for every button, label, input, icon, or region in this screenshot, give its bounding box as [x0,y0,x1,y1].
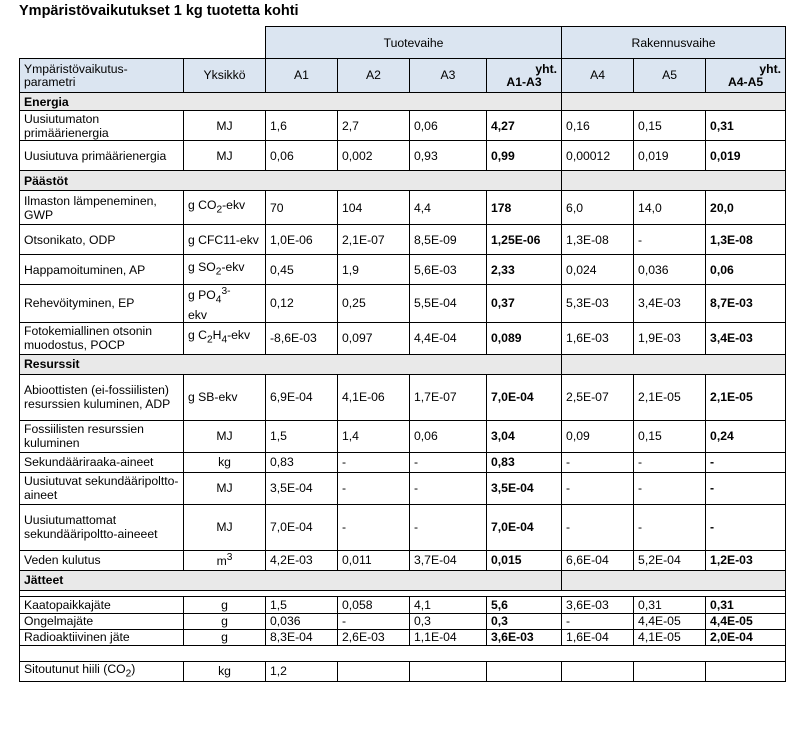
a1-cell: 1,6 [266,111,338,141]
a4-cell: 3,6E-03 [562,596,634,613]
a1-cell: 1,5 [266,596,338,613]
a2-cell: 1,9 [338,255,410,285]
col-header-parameter: Ympäristövaikutus-parametri [20,59,184,93]
spacer-cell [20,645,786,661]
a5-cell: - [634,452,706,472]
a5-cell [634,661,706,681]
a5-cell: 4,1E-05 [634,629,706,645]
a3-cell: 0,06 [410,111,487,141]
a5-cell: 3,4E-03 [634,285,706,323]
a4-cell: - [562,472,634,504]
table-row [20,374,786,420]
a4-cell: - [562,504,634,550]
col-header-a5: A5 [634,59,706,93]
page-title: Ympäristövaikutukset 1 kg tuotetta kohti [19,3,299,19]
table-row [20,613,786,629]
a3-cell: 0,93 [410,141,487,171]
a1-cell: 6,9E-04 [266,374,338,420]
unit-cell: MJ [184,472,266,504]
a1-cell: 1,2 [266,661,338,681]
a4-cell: 1,6E-03 [562,322,634,354]
param-cell: Kaatopaikkajäte [20,596,184,613]
a5-cell: 0,15 [634,111,706,141]
a5-cell: - [634,504,706,550]
table-row [20,111,786,141]
col-header-unit: Yksikkö [184,59,266,93]
a4-cell: 6,6E-04 [562,550,634,570]
param-cell: Fotokemiallinen otsonin muodostus, POCP [20,322,184,354]
a5-cell: 0,31 [634,596,706,613]
a5-cell: 0,019 [634,141,706,171]
unit-cell: g SB-ekv [184,374,266,420]
a4-a5-cell: 4,4E-05 [706,613,786,629]
a1-a3-cell: 178 [487,191,562,225]
spacer-row [20,645,786,661]
unit-cell: g CFC11-ekv [184,225,266,255]
a2-cell: 4,1E-06 [338,374,410,420]
a1-a3-cell: 0,089 [487,322,562,354]
a1-cell: 0,036 [266,613,338,629]
table-row [20,420,786,452]
col-header-a1-a3: yht. A1-A3 [487,59,562,93]
a1-a3-cell [487,661,562,681]
group-header-tuotevaihe: Tuotevaihe [266,27,562,59]
column-header-row [20,59,786,93]
a4-cell: 0,09 [562,420,634,452]
a3-cell: 5,6E-03 [410,255,487,285]
unit-cell: MJ [184,111,266,141]
section-title-energia: Energia [20,93,562,111]
a1-a3-cell: 0,83 [487,452,562,472]
a4-a5-cell: - [706,504,786,550]
unit-cell: kg [184,452,266,472]
a4-cell: 0,16 [562,111,634,141]
a1-cell: 1,5 [266,420,338,452]
unit-cell: g $PO_4^{3-}$ ekv [184,285,266,323]
table-row [20,472,786,504]
a2-cell: 0,25 [338,285,410,323]
a4-cell [562,661,634,681]
a4-cell: - [562,613,634,629]
a4-cell: 5,3E-03 [562,285,634,323]
table-row [20,661,786,681]
a4-a5-cell: - [706,472,786,504]
a2-cell: 1,4 [338,420,410,452]
unit-cell: MJ [184,504,266,550]
a3-cell: 1,7E-07 [410,374,487,420]
a4-a5-cell: 2,1E-05 [706,374,786,420]
a1-a3-cell: 3,6E-03 [487,629,562,645]
a3-cell: 3,7E-04 [410,550,487,570]
col-header-a4-a5: yht. A4-A5 [706,59,786,93]
a1-a3-cell: 7,0E-04 [487,374,562,420]
a1-cell: 0,12 [266,285,338,323]
a2-cell: 0,002 [338,141,410,171]
section-header-row [20,570,786,590]
param-cell: Veden kulutus [20,550,184,570]
a1-a3-cell: 3,5E-04 [487,472,562,504]
a4-a5-cell: 1,2E-03 [706,550,786,570]
a1-cell: 0,06 [266,141,338,171]
a4-a5-cell [706,661,786,681]
unit-cell: MJ [184,141,266,171]
a3-cell: 4,1 [410,596,487,613]
a4-cell: 6,0 [562,191,634,225]
param-cell: Fossiilisten resurssien kuluminen [20,420,184,452]
a5-cell: 14,0 [634,191,706,225]
col-header-a3: A3 [410,59,487,93]
a5-cell: 0,15 [634,420,706,452]
param-cell: Ilmaston lämpeneminen, GWP [20,191,184,225]
table-row [20,225,786,255]
col-header-a4: A4 [562,59,634,93]
unit-cell: $m^3$ [184,550,266,570]
a2-cell: - [338,472,410,504]
a4-a5-cell: 3,4E-03 [706,322,786,354]
a3-cell: 1,1E-04 [410,629,487,645]
col-header-a1: A1 [266,59,338,93]
a5-cell: 5,2E-04 [634,550,706,570]
col-header-a2: A2 [338,59,410,93]
unit-cell: MJ [184,420,266,452]
a1-cell: 3,5E-04 [266,472,338,504]
a4-cell: 2,5E-07 [562,374,634,420]
param-cell: Otsonikato, ODP [20,225,184,255]
param-cell: Sitoutunut hiili $(CO_2)$ [20,661,184,681]
a2-cell: 104 [338,191,410,225]
param-cell: Abioottisten (ei-fossiilisten) resurssien kuluminen, ADP [20,374,184,420]
a5-cell: - [634,225,706,255]
a4-a5-cell: 0,06 [706,255,786,285]
a4-cell: - [562,452,634,472]
a5-cell: 4,4E-05 [634,613,706,629]
a1-a3-cell: 5,6 [487,596,562,613]
a4-a5-cell: 8,7E-03 [706,285,786,323]
unit-cell: g [184,596,266,613]
a2-cell [338,661,410,681]
param-cell: Sekundääriraaka-aineet [20,452,184,472]
environmental-impacts-table [19,26,786,682]
a3-cell: - [410,504,487,550]
table-row [20,255,786,285]
a5-cell: 2,1E-05 [634,374,706,420]
a1-cell: 7,0E-04 [266,504,338,550]
a4-a5-cell: 2,0E-04 [706,629,786,645]
unit-cell: g [184,613,266,629]
a1-a3-cell: 4,27 [487,111,562,141]
table-row [20,504,786,550]
a4-cell: 1,6E-04 [562,629,634,645]
param-cell: Rehevöityminen, EP [20,285,184,323]
param-cell: Uusiutuva primäärienergia [20,141,184,171]
group-header-rakennusvaihe: Rakennusvaihe [562,27,786,59]
a4-a5-cell: 1,3E-08 [706,225,786,255]
a5-cell: 0,036 [634,255,706,285]
a1-cell: 70 [266,191,338,225]
a3-cell: 0,3 [410,613,487,629]
unit-cell: g [184,629,266,645]
section-title-resurssit: Resurssit [20,354,562,374]
a1-cell: 1,0E-06 [266,225,338,255]
unit-cell: g $C_2H_4$-ekv [184,322,266,354]
a2-cell: 2,6E-03 [338,629,410,645]
a1-a3-cell: 0,37 [487,285,562,323]
table-row [20,452,786,472]
a4-a5-cell: 0,31 [706,596,786,613]
a1-cell: 8,3E-04 [266,629,338,645]
a3-cell: 4,4 [410,191,487,225]
a1-a3-cell: 0,99 [487,141,562,171]
unit-cell: g $SO_2$-ekv [184,255,266,285]
a2-cell: 2,7 [338,111,410,141]
a1-cell: 0,83 [266,452,338,472]
table-row [20,596,786,613]
a3-cell: 4,4E-04 [410,322,487,354]
a4-a5-cell: 0,019 [706,141,786,171]
a2-cell: 2,1E-07 [338,225,410,255]
a4-cell: 0,024 [562,255,634,285]
a2-cell: - [338,504,410,550]
a2-cell: - [338,613,410,629]
a2-cell: - [338,452,410,472]
empty-corner [20,27,266,59]
a2-cell: 0,011 [338,550,410,570]
a1-cell: -8,6E-03 [266,322,338,354]
param-cell: Uusiutumaton primäärienergia [20,111,184,141]
a1-a3-cell: 0,015 [487,550,562,570]
section-filler [562,570,786,590]
a3-cell: - [410,472,487,504]
a2-cell: 0,097 [338,322,410,354]
param-cell: Uusiutumattomat sekundääripoltto-aineeet [20,504,184,550]
a3-cell: 8,5E-09 [410,225,487,255]
section-filler [562,354,786,374]
table-row [20,322,786,354]
unit-cell: g $CO_2$-ekv [184,191,266,225]
a4-a5-cell: - [706,452,786,472]
section-filler [562,171,786,191]
table-row [20,629,786,645]
section-header-row [20,171,786,191]
a1-a3-cell: 3,04 [487,420,562,452]
a4-cell: 0,00012 [562,141,634,171]
table-row [20,550,786,570]
a2-cell: 0,058 [338,596,410,613]
a1-cell: 4,2E-03 [266,550,338,570]
section-title-paastot: Päästöt [20,171,562,191]
table-row [20,191,786,225]
group-header-row [20,27,786,59]
table-row [20,285,786,323]
table-row [20,141,786,171]
a1-a3-cell: 1,25E-06 [487,225,562,255]
a4-cell: 1,3E-08 [562,225,634,255]
a5-cell: 1,9E-03 [634,322,706,354]
a1-cell: 0,45 [266,255,338,285]
section-filler [562,93,786,111]
section-header-row [20,93,786,111]
section-title-jatteet: Jätteet [20,570,562,590]
a1-a3-cell: 7,0E-04 [487,504,562,550]
a3-cell [410,661,487,681]
param-cell: Radioaktiivinen jäte [20,629,184,645]
a5-cell: - [634,472,706,504]
param-cell: Ongelmajäte [20,613,184,629]
param-cell: Uusiutuvat sekundääripoltto-aineet [20,472,184,504]
a3-cell: - [410,452,487,472]
a4-a5-cell: 20,0 [706,191,786,225]
a4-a5-cell: 0,31 [706,111,786,141]
unit-cell: kg [184,661,266,681]
a1-a3-cell: 0,3 [487,613,562,629]
section-header-row [20,354,786,374]
a4-a5-cell: 0,24 [706,420,786,452]
a1-a3-cell: 2,33 [487,255,562,285]
a3-cell: 0,06 [410,420,487,452]
a3-cell: 5,5E-04 [410,285,487,323]
param-cell: Happamoituminen, AP [20,255,184,285]
